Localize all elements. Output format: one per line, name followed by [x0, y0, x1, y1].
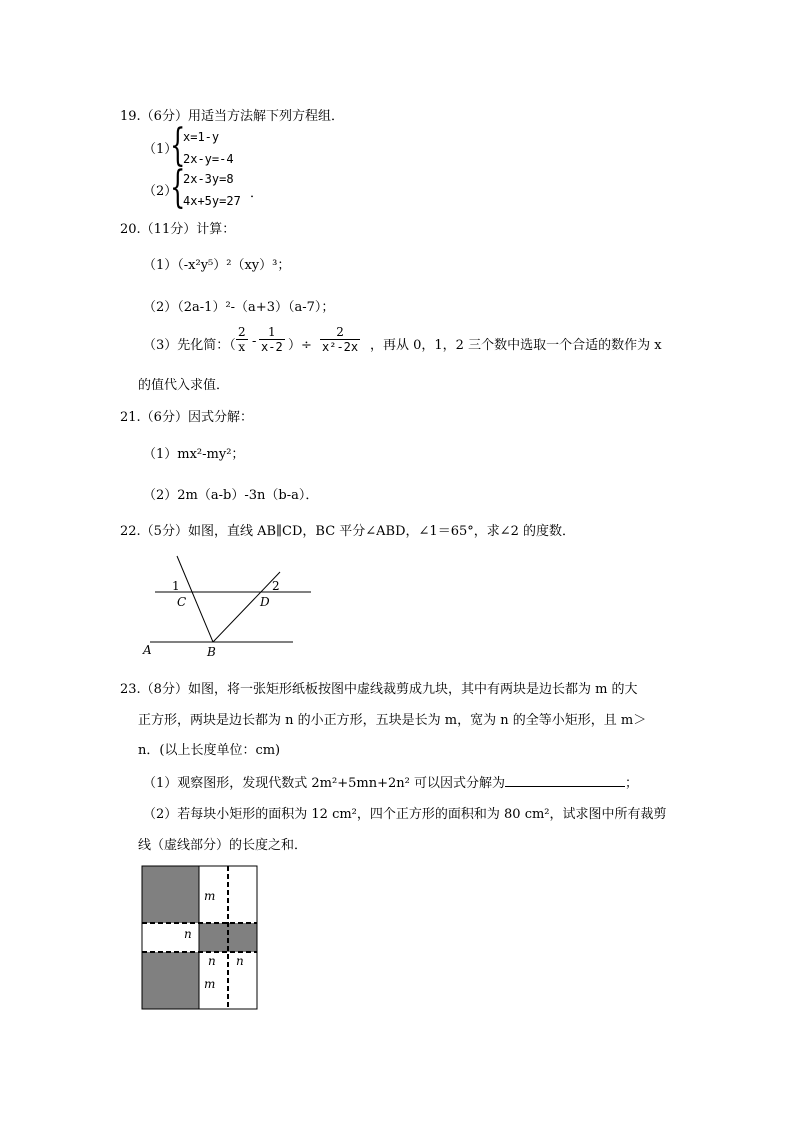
- q23-line3: n．(以上长度单位：cm): [138, 743, 281, 758]
- label-n-mid: n: [208, 954, 216, 968]
- q20-part3-tail2: 的值代入求值．: [138, 378, 230, 393]
- q23-line2: 正方形，两块是边长都为 n 的小正方形，五块是长为 m，宽为 n 的全等小矩形，且 m＞: [138, 713, 647, 728]
- q20-part1: （1）（-x²y⁵）²（xy）³；: [143, 258, 291, 273]
- q23-line1: 23.（8分）如图，将一张矩形纸板按图中虚线裁剪成九块，其中有两块是边长都为 m 的大: [120, 682, 638, 697]
- big-square-top-left: [142, 866, 199, 923]
- q19-part1-eq1: x=1-y: [183, 130, 220, 144]
- q21-part1: （1）mx²-my²；: [143, 447, 245, 462]
- fraction-1-over-x-2: [259, 325, 285, 354]
- big-square-bottom-left: [142, 952, 199, 1009]
- brace-icon: {: [170, 120, 186, 171]
- q20-part2: （2）（2a-1）²-（a+3）（a-7）；: [143, 300, 335, 315]
- fraction-2-over-x2-2x: [320, 325, 360, 354]
- q19-part2-eq2: 4x+5y=27: [183, 194, 241, 208]
- q23-rectangle-figure: [142, 866, 262, 1011]
- answer-blank: [505, 774, 625, 787]
- fraction-denominator: x-2: [261, 340, 283, 354]
- label-n-right: n: [236, 954, 244, 968]
- q23-part2a: （2）若每块小矩形的面积为 12 cm²，四个正方形的面积和为 80 cm²，试求图中所有裁剪: [143, 807, 667, 822]
- q22-geometry-figure: [135, 550, 335, 660]
- q21-part2: （2）2m（a-b）-3n（b-a）．: [143, 488, 319, 503]
- q19-part2-eq1: 2x-3y=8: [183, 172, 234, 186]
- q20-part3-tail: ，再从 0，1，2 三个数中选取一个合适的数作为 x: [370, 338, 662, 353]
- label-m-top: m: [204, 889, 216, 903]
- fraction-denominator: x²-2x: [322, 340, 359, 354]
- label-2: 2: [272, 579, 280, 593]
- q20-title: 20.（11分）计算：: [120, 222, 236, 237]
- line-bd: [213, 572, 280, 642]
- fraction-2-over-x: [236, 325, 248, 354]
- q20-close-divide: ）÷: [288, 338, 312, 353]
- fraction-denominator: x: [238, 340, 246, 354]
- label-c: C: [177, 595, 187, 609]
- q19-part2-end: ．: [250, 186, 264, 201]
- label-1: 1: [172, 579, 180, 593]
- label-a: A: [143, 643, 152, 657]
- q19-part2-label: （2）: [143, 184, 178, 199]
- fraction-numerator: 1: [268, 325, 276, 339]
- q19-title: 19.（6分）用适当方法解下列方程组．: [120, 109, 344, 124]
- q19-part1-eq2: 2x-y=-4: [183, 152, 234, 166]
- q19-part1-label: （1）: [143, 142, 178, 157]
- q23-part1-text: （1）观察图形，发现代数式 2m²+5mn+2n² 可以因式分解为: [143, 776, 505, 791]
- q23-part1: [143, 772, 638, 791]
- label-b: B: [207, 645, 216, 659]
- brace-icon: {: [170, 162, 186, 213]
- q21-title: 21.（6分）因式分解：: [120, 410, 253, 425]
- fraction-numerator: 2: [238, 325, 246, 339]
- fraction-numerator: 2: [336, 325, 344, 339]
- q20-part3-label: （3）先化简：（: [143, 338, 236, 353]
- label-d: D: [260, 595, 270, 609]
- q23-part1-end: ；: [624, 776, 638, 791]
- label-m-bottom: m: [204, 977, 216, 991]
- minus-sign: -: [252, 334, 257, 349]
- label-n-left: n: [184, 927, 192, 941]
- q22-title: 22.（5分）如图，直线 AB∥CD，BC 平分∠ABD，∠1＝65°，求∠2 的度数．: [120, 524, 576, 539]
- q23-part2b: 线（虚线部分）的长度之和．: [138, 838, 308, 853]
